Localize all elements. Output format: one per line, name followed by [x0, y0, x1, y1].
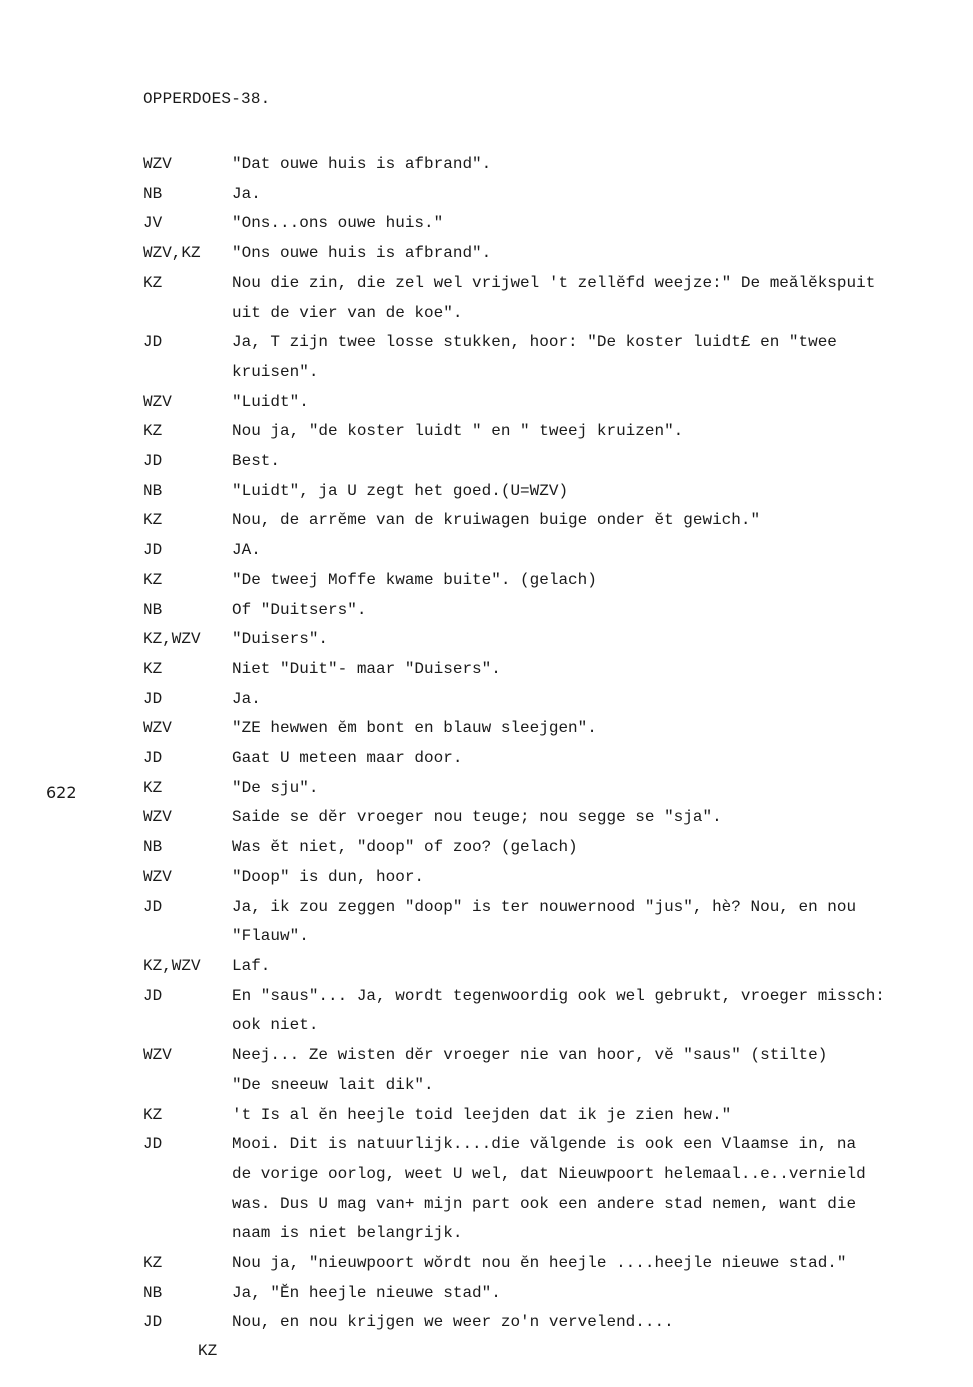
speaker-label: KZ — [143, 1254, 163, 1273]
utterance-text: "Doop" is dun, hoor. — [232, 867, 425, 886]
speaker-label: KZ — [143, 511, 163, 530]
speaker-label: JD — [143, 689, 163, 708]
transcript-line — [143, 269, 969, 299]
transcript-line — [143, 1011, 969, 1041]
utterance-text: Nou, en nou krijgen we weer zo'n vervelend.... — [232, 1313, 674, 1332]
transcript-line — [143, 1041, 969, 1071]
speaker-label: KZ — [143, 1105, 163, 1124]
transcript-line — [143, 180, 969, 210]
transcript-line — [143, 744, 969, 774]
utterance-text: Gaat U meteen maar door. — [232, 749, 463, 768]
transcript-line — [143, 922, 969, 952]
transcript-line — [143, 239, 969, 269]
transcript-line — [143, 1219, 969, 1249]
transcript-line — [143, 1190, 969, 1220]
transcript-line — [143, 506, 969, 536]
transcript-line — [143, 150, 969, 180]
utterance-text: Niet "Duit"- maar "Duisers". — [232, 659, 501, 678]
margin-number: 622 — [46, 783, 77, 802]
speaker-label: WZV — [143, 719, 172, 738]
utterance-text: Nou, de arrĕme van de kruiwagen buige onder ĕt gewich." — [232, 511, 761, 530]
speaker-label — [143, 1011, 232, 1041]
utterance-text: uit de vier van de koe". — [232, 303, 463, 322]
utterance-text: Ja. — [232, 184, 261, 203]
speaker-label: NB — [143, 600, 163, 619]
speaker-label: NB — [143, 1283, 163, 1302]
transcript-line — [143, 952, 969, 982]
transcript-line — [143, 1101, 969, 1131]
transcript-line — [143, 1308, 969, 1338]
speaker-label — [143, 358, 232, 388]
speaker-label — [143, 922, 232, 952]
utterance-text: JA. — [232, 541, 261, 560]
utterance-text: "Dat ouwe huis is afbrand". — [232, 155, 492, 173]
transcript-line — [143, 982, 969, 1012]
transcript-line — [143, 358, 969, 388]
speaker-label: NB — [143, 838, 163, 857]
speaker-label: KZ — [143, 659, 163, 678]
utterance-text: Saide se dĕr vroeger nou teuge; nou segge se "sja". — [232, 808, 722, 827]
transcript-line — [143, 803, 969, 833]
utterance-text: was. Dus U mag van+ mijn part ook een andere stad nemen, want die — [232, 1194, 857, 1213]
utterance-text: Was ĕt niet, "doop" of zoo? (gelach) — [232, 838, 578, 857]
speaker-label: JD — [143, 333, 163, 352]
transcript-line — [143, 447, 969, 477]
transcript-line — [143, 685, 969, 715]
utterance-text: "Ons ouwe huis is afbrand". — [232, 244, 492, 263]
transcript-line — [143, 893, 969, 923]
utterance-text: Nou ja, "nieuwpoort wŏrdt nou ĕn heejle ....heejle nieuwe stad." — [232, 1254, 847, 1273]
speaker-label: WZV — [143, 392, 172, 411]
transcript-line — [143, 299, 969, 329]
page-title: OPPERDOES-38. — [143, 90, 271, 108]
speaker-label — [143, 299, 232, 329]
transcript-line — [143, 833, 969, 863]
utterance-text: "Duisers". — [232, 630, 329, 649]
utterance-text: "ZE hewwen ĕm bont en blauw sleejgen". — [232, 719, 597, 738]
transcript-line — [143, 1249, 969, 1279]
speaker-label: KZ,WZV — [143, 956, 201, 975]
speaker-label — [143, 1071, 232, 1101]
transcript — [143, 150, 969, 1338]
speaker-label: JD — [143, 541, 163, 560]
transcript-line — [143, 596, 969, 626]
utterance-text: "De sju". — [232, 778, 319, 797]
transcript-line — [143, 566, 969, 596]
utterance-text: Ja. — [232, 689, 261, 708]
speaker-label: NB — [143, 184, 163, 203]
speaker-label: WZV — [143, 808, 172, 827]
utterance-text: "De sneeuw lait dik". — [232, 1075, 434, 1094]
speaker-label: WZV — [143, 1046, 172, 1065]
utterance-text: En "saus"... Ja, wordt tegenwoordig ook wel gebrukt, vroeger missch: — [232, 986, 885, 1005]
utterance-text: Of "Duitsers". — [232, 600, 367, 619]
transcript-line — [143, 714, 969, 744]
speaker-label: KZ — [143, 273, 163, 292]
utterance-text: kruisen". — [232, 362, 319, 381]
transcript-line — [143, 1130, 969, 1160]
utterance-text: Mooi. Dit is natuurlijk....die vălgende is ook een Vlaamse in, na — [232, 1135, 857, 1154]
utterance-text: "Flauw". — [232, 927, 309, 946]
utterance-text: ook niet. — [232, 1016, 319, 1035]
transcript-line — [143, 209, 969, 239]
speaker-label: JD — [143, 749, 163, 768]
transcript-line — [143, 417, 969, 447]
transcript-line — [143, 863, 969, 893]
speaker-label: JD — [143, 986, 163, 1005]
speaker-label: WZV,KZ — [143, 244, 201, 263]
transcript-line — [143, 1279, 969, 1309]
speaker-label: NB — [143, 481, 163, 500]
speaker-label: WZV — [143, 867, 172, 886]
speaker-label: JV — [143, 214, 163, 233]
speaker-label — [143, 1160, 232, 1190]
transcript-line — [143, 1071, 969, 1101]
utterance-text: Ja, T zijn twee losse stukken, hoor: "De koster luidt£ en "twee — [232, 333, 837, 352]
utterance-text: Best. — [232, 452, 281, 471]
utterance-text: 't Is al ĕn heejle toid leejden dat ik je zien hew." — [232, 1105, 732, 1124]
speaker-label: JD — [143, 1313, 163, 1332]
speaker-label: KZ — [143, 422, 163, 441]
utterance-text: Laf. — [232, 956, 271, 975]
speaker-label: KZ — [143, 778, 163, 797]
utterance-text: "De tweej Moffe kwame buite". (gelach) — [232, 570, 597, 589]
speaker-label: WZV — [143, 155, 172, 173]
transcript-line — [143, 536, 969, 566]
utterance-text: "Luidt", ja U zegt het goed.(U=WZV) — [232, 481, 569, 500]
transcript-line — [143, 655, 969, 685]
transcript-line — [143, 477, 969, 507]
transcript-line — [143, 328, 969, 358]
utterance-text: naam is niet belangrijk. — [232, 1224, 463, 1243]
utterance-text: "Luidt". — [232, 392, 309, 411]
speaker-label: KZ,WZV — [143, 630, 201, 649]
utterance-text: Ja, "Ĕn heejle nieuwe stad". — [232, 1283, 501, 1302]
utterance-text: de vorige oorlog, weet U wel, dat Nieuwpoort helemaal..e..vernield — [232, 1164, 866, 1183]
speaker-label — [143, 1190, 232, 1220]
utterance-text: Neej... Ze wisten dĕr vroeger nie van hoor, vĕ "saus" (stilte) — [232, 1046, 828, 1065]
utterance-text: "Ons...ons ouwe huis." — [232, 214, 444, 233]
speaker-label: JD — [143, 452, 163, 471]
transcript-line — [143, 1160, 969, 1190]
utterance-text: Ja, ik zou zeggen "doop" is ter nouwernood "jus", hè? Nou, en nou — [232, 897, 857, 916]
speaker-label: KZ — [143, 570, 163, 589]
speaker-label — [143, 1219, 232, 1249]
footer-speaker: KZ — [198, 1342, 218, 1360]
speaker-label: JD — [143, 897, 163, 916]
transcript-line — [143, 774, 969, 804]
transcript-line — [143, 625, 969, 655]
speaker-label: JD — [143, 1135, 163, 1154]
utterance-text: Nou ja, "de koster luidt " en " tweej kruizen". — [232, 422, 684, 441]
utterance-text: Nou die zin, die zel wel vrijwel 't zellĕfd weejze:" De meălĕkspuit — [232, 273, 876, 292]
transcript-line — [143, 388, 969, 418]
